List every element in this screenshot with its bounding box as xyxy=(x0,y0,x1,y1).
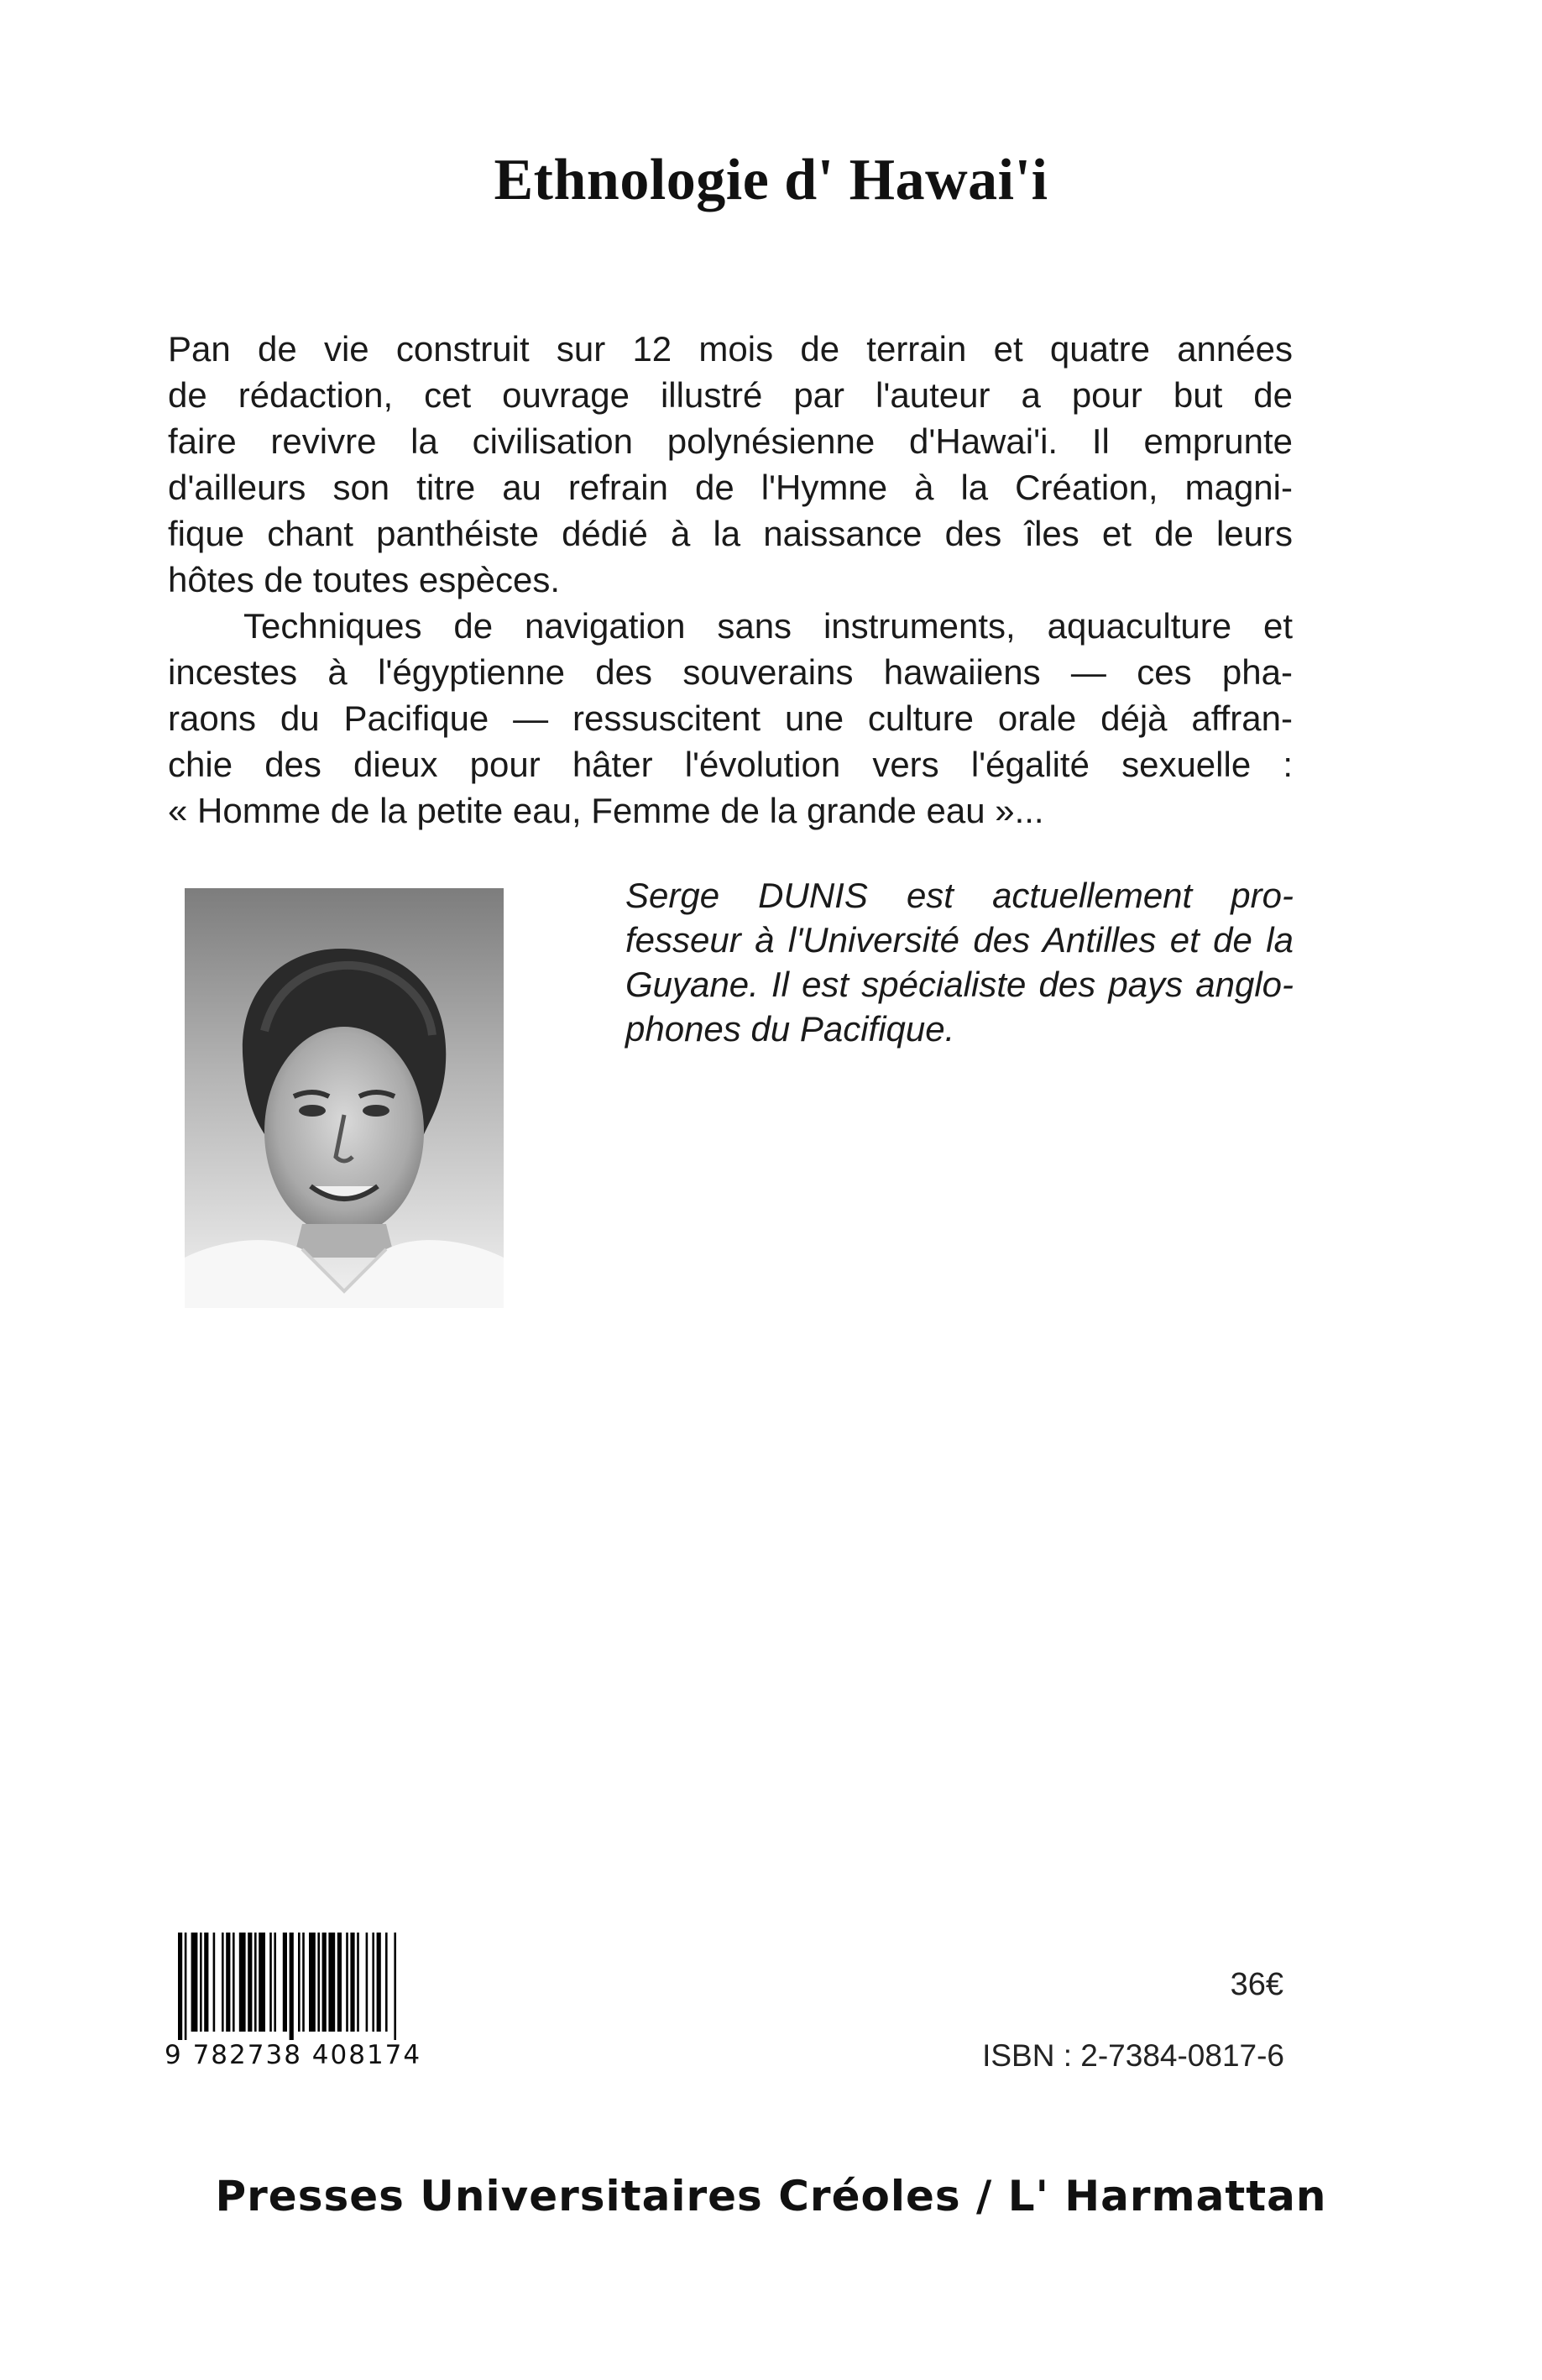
author-photo xyxy=(185,888,504,1308)
barcode-bars-icon xyxy=(166,1933,468,2040)
blurb-line: faire revivre la civilisation polynésienne d'Hawai'i. Il emprunte xyxy=(168,421,1293,461)
isbn: ISBN : 2-7384-0817-6 xyxy=(982,2038,1284,2073)
blurb-line: de rédaction, cet ouvrage illustré par l'auteur a pour but de xyxy=(168,375,1293,415)
barcode-bar xyxy=(259,1933,265,2032)
barcode-bar xyxy=(239,1933,246,2032)
bio-line: phones du Pacifique. xyxy=(625,1009,955,1049)
barcode-bar xyxy=(372,1933,374,2032)
barcode-bar xyxy=(394,1933,396,2040)
barcode-bar xyxy=(309,1933,316,2032)
barcode-bar xyxy=(366,1933,369,2032)
bio-line: Guyane. Il est spécialiste des pays anglo- xyxy=(625,965,1294,1004)
barcode-bar xyxy=(357,1933,359,2032)
publisher: Presses Universitaires Créoles / L' Harmattan xyxy=(215,2172,1327,2220)
barcode-bar xyxy=(213,1933,216,2032)
barcode-bar xyxy=(385,1933,388,2032)
book-title: Ethnologie d' Hawai'i xyxy=(494,148,1048,212)
barcode-bar xyxy=(185,1933,187,2040)
barcode-bar xyxy=(233,1933,235,2032)
barcode-bar xyxy=(317,1933,320,2032)
barcode-bar xyxy=(328,1933,335,2032)
barcode-bar xyxy=(204,1933,208,2032)
blurb-line: incestes à l'égyptienne des souverains hawaiiens — ces pha- xyxy=(168,652,1293,692)
barcode-bar xyxy=(290,1933,294,2040)
barcode-bar xyxy=(254,1933,257,2032)
barcode-bar xyxy=(269,1933,272,2032)
barcode-bar xyxy=(322,1933,327,2032)
blurb-line: d'ailleurs son titre au refrain de l'Hymne à la Création, magni- xyxy=(168,468,1293,507)
barcode-bar xyxy=(222,1933,224,2032)
blurb-line: Techniques de navigation sans instruments, aquaculture et xyxy=(243,606,1293,646)
blurb-line: « Homme de la petite eau, Femme de la grande eau »... xyxy=(168,791,1044,830)
barcode-bar xyxy=(274,1933,276,2032)
barcode-bar xyxy=(226,1933,230,2032)
price: 36€ xyxy=(1230,1967,1283,2002)
blurb-text xyxy=(168,326,1293,834)
barcode-bar xyxy=(298,1933,301,2032)
barcode-bar xyxy=(302,1933,305,2032)
barcode-bar xyxy=(191,1933,198,2032)
barcode-bar xyxy=(346,1933,348,2032)
author-portrait-icon xyxy=(185,888,504,1308)
blurb-line: hôtes de toutes espèces. xyxy=(168,560,560,599)
blurb-line: fique chant panthéiste dédié à la naissance des îles et de leurs xyxy=(168,514,1293,553)
barcode-bar xyxy=(178,1933,182,2040)
barcode-bar xyxy=(200,1933,202,2032)
barcode-digits: 9 782738 408174 xyxy=(165,2040,422,2070)
barcode-bar xyxy=(337,1933,342,2032)
barcode-bar xyxy=(350,1933,354,2032)
blurb-line: Pan de vie construit sur 12 mois de terrain et quatre années xyxy=(168,329,1293,369)
blurb-line: chie des dieux pour hâter l'évolution vers l'égalité sexuelle : xyxy=(168,745,1293,784)
bio-line: fesseur à l'Université des Antilles et de la xyxy=(625,920,1294,960)
bio-line: Serge DUNIS est actuellement pro- xyxy=(625,876,1294,915)
barcode-bar xyxy=(248,1933,252,2032)
author-bio xyxy=(625,873,1294,1051)
blurb-line: raons du Pacifique — ressuscitent une culture orale déjà affran- xyxy=(168,698,1293,738)
barcode-bar xyxy=(283,1933,287,2032)
barcode-bar xyxy=(377,1933,381,2032)
